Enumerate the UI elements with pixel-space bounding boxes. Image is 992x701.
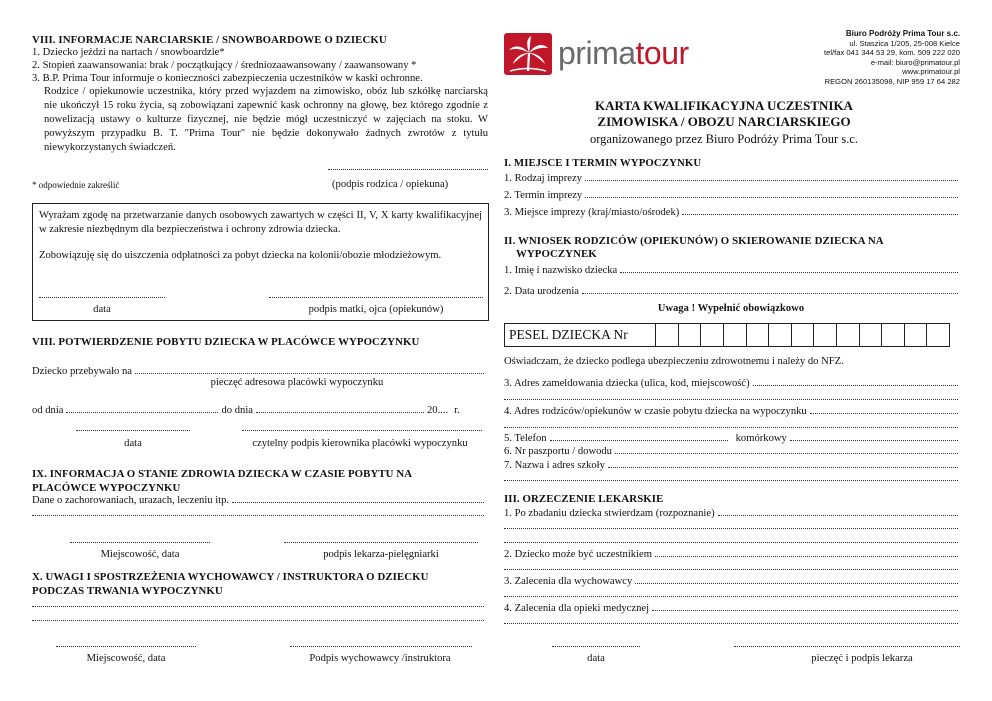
pesel-digit-cell[interactable] <box>813 324 836 346</box>
pesel-label: PESEL DZIECKA Nr <box>509 327 628 342</box>
primatour-logo <box>504 33 714 77</box>
nurse-signature-label: podpis lekarza-pielęgniarki <box>323 549 439 560</box>
event-place-row[interactable] <box>504 205 958 220</box>
remarks-place-line[interactable] <box>56 645 196 647</box>
event-place-field[interactable] <box>682 205 958 215</box>
from-label: od dnia <box>32 405 64 416</box>
participant-line-2[interactable] <box>504 568 958 570</box>
form-title-line-2: ZIMOWISKA / OBOZU NARCIARSKIEGO <box>597 114 851 129</box>
mandatory-warning: Uwaga ! Wypełnić obowiązkowo <box>657 303 805 314</box>
parents-address-label: 4. Adres rodziców/opiekunów w czasie pobytu dziecka na wypoczynku <box>504 406 807 417</box>
medical-notes-field[interactable] <box>652 601 958 611</box>
health-data-label: Dane o zachorowaniach, urazach, leczeniu itp. <box>32 495 230 506</box>
section-9-title: IX. INFORMACJA O STANIE ZDROWIA DZIECKA W CZASIE POBYTU NA PLACÓWCE WYPOCZYNKU <box>32 468 412 495</box>
pesel-digit-cell[interactable] <box>768 324 791 346</box>
pesel-digit-cell[interactable] <box>926 324 949 346</box>
stay-place-field[interactable] <box>135 364 484 374</box>
company-name: Biuro Podróży Prima Tour s.c. <box>845 29 960 38</box>
medical-notes-row[interactable] <box>504 601 958 616</box>
pesel-digit-cell[interactable] <box>836 324 859 346</box>
participant-row[interactable] <box>504 547 958 562</box>
logo-word-prima: prima <box>558 35 636 71</box>
school-row[interactable] <box>504 458 958 473</box>
medical-notes-label: 4. Zalecenia dla opieki medycznej <box>504 603 650 614</box>
passport-label: 6. Nr paszportu / dowodu <box>504 446 612 457</box>
section-8a-title: VIII. INFORMACJE NARCIARSKIE / SNOWBOARDOWE O DZIECKU <box>32 34 387 46</box>
doctor-signature-label: pieczęć i podpis lekarza <box>811 653 913 664</box>
school-field[interactable] <box>608 458 958 468</box>
company-email: e-mail: biuro@primatour.pl <box>870 57 960 67</box>
participant-label: 2. Dziecko może być uczestnikiem <box>504 549 652 560</box>
health-place-label: Miejscowość, data <box>100 549 180 560</box>
event-type-label: 1. Rodzaj imprezy <box>504 173 582 184</box>
phone-label: 5. Telefon <box>504 433 547 444</box>
to-label: do dnia <box>221 405 253 416</box>
event-type-field[interactable] <box>585 171 958 181</box>
ski-item-1: 1. Dziecko jeździ na nartach / snowboardzie* <box>32 47 225 58</box>
passport-field[interactable] <box>615 444 958 454</box>
event-date-field[interactable] <box>585 188 958 198</box>
stamp-label: pieczęć adresowa placówki wypoczynku <box>210 377 384 388</box>
form-title-line-1: KARTA KWALIFIKACYJNA UCZESTNIKA <box>595 98 853 113</box>
remarks-line-2[interactable] <box>32 619 484 621</box>
event-type-row[interactable] <box>504 171 958 186</box>
pesel-digit-cell[interactable] <box>859 324 882 346</box>
section-2-title-line-1: II. WNIOSEK RODZICÓW (OPIEKUNÓW) O SKIEROWANIE DZIECKA NA <box>504 235 884 247</box>
consent-paragraph: Wyrażam zgodę na przetwarzanie danych osobowych zawartych w części II, V, X karty kwalifikacyjnej w zakresie niezbędnym dla bezpieczeństwa i ochrony zdrowia dziecka. <box>39 210 482 235</box>
company-regon: REGON 260135098, NIP 959 17 64 282 <box>824 76 960 86</box>
mobile-label: komórkowy <box>735 433 787 444</box>
pesel-digit-cell[interactable] <box>746 324 769 346</box>
parent-signature-line[interactable] <box>328 168 488 170</box>
ski-item-3: 3. B.P. Prima Tour informuje o konieczności zabezpieczenia uczestników w kaski ochronne. <box>32 73 423 84</box>
birth-date-row[interactable] <box>504 284 958 299</box>
from-date-field[interactable] <box>66 403 218 413</box>
company-info <box>740 29 960 87</box>
educator-notes-row[interactable] <box>504 574 958 589</box>
stay-date-line[interactable] <box>76 429 190 431</box>
section-2-title <box>504 235 884 261</box>
helmet-paragraph: Rodzice / opiekunowie uczestnika, który przed wyjazdem na zimowisko, obóz lub szkółkę narciarską nie ukończył 15 roku życia, są zobowiązani zapewnić kask ochronny na głowę, bez którego zgodnie z nowelizacją ustawy o kulturze fizycznej, nie będzie mógł uczestniczyć w zajęciach na stoku. W powyższym przypadku B. T. "Prima Tour" nie będzie dokonywało żadnych zwrotów z tytułu niewykorzystanych świadczeń. <box>44 86 488 153</box>
child-name-label: 1. Imię i nazwisko dziecka <box>504 265 618 276</box>
school-line-2[interactable] <box>504 479 958 481</box>
year-suffix: r. <box>454 405 460 416</box>
pesel-digit-cell[interactable] <box>904 324 927 346</box>
consent-signature-label: podpis matki, ojca (opiekunów) <box>308 304 444 315</box>
pesel-digit-cell[interactable] <box>678 324 701 346</box>
doctor-date-line[interactable] <box>552 645 640 647</box>
parents-address-row[interactable] <box>504 404 958 419</box>
pesel-digit-cell[interactable] <box>700 324 723 346</box>
event-date-label: 2. Termin imprezy <box>504 190 583 201</box>
section-1-title: I. MIEJSCE I TERMIN WYPOCZYNKU <box>504 157 702 169</box>
educator-notes-label: 3. Zalecenia dla wychowawcy <box>504 576 633 587</box>
diagnosis-label: 1. Po zbadaniu dziecka stwierdzam (rozpoznanie) <box>504 508 715 519</box>
footnote: * odpowiednie zakreślić <box>32 180 120 190</box>
insurance-statement: Oświadczam, że dziecko podlega ubezpieczeniu zdrowotnemu i należy do NFZ. <box>504 356 844 367</box>
parents-address-field[interactable] <box>810 404 958 414</box>
remarks-place-label: Miejscowość, data <box>86 653 166 664</box>
educator-notes-field[interactable] <box>635 574 958 584</box>
section-2-title-line-2: WYPOCZYNEK <box>516 248 597 260</box>
birth-date-field[interactable] <box>582 284 958 294</box>
pesel-digit-cell[interactable] <box>791 324 814 346</box>
birth-date-label: 2. Data urodzenia <box>504 286 580 297</box>
dates-row <box>32 403 488 418</box>
director-signature-label: czytelny podpis kierownika placówki wypoczynku <box>252 438 468 449</box>
child-name-row[interactable] <box>504 263 958 278</box>
health-data-row[interactable] <box>32 493 484 508</box>
pesel-digit-cell[interactable] <box>655 324 678 346</box>
parents-address-line-2[interactable] <box>504 426 958 428</box>
form-title <box>574 98 874 130</box>
remarks-line-1[interactable] <box>32 605 484 607</box>
form-subtitle: organizowanego przez Biuro Podróży Prima Tour s.c. <box>589 132 859 146</box>
diagnosis-row[interactable] <box>504 506 958 521</box>
company-website: www.primatour.pl <box>902 67 960 77</box>
pesel-digit-cell[interactable] <box>723 324 746 346</box>
parent-signature-label: (podpis rodzica / opiekuna) <box>332 179 449 190</box>
director-signature-line[interactable] <box>242 429 482 431</box>
doctor-signature-line[interactable] <box>734 645 960 647</box>
participant-field[interactable] <box>655 547 958 557</box>
instructor-signature-label: Podpis wychowawcy /instruktora <box>309 653 451 664</box>
consent-date-label: data <box>93 304 111 315</box>
pesel-digit-cell[interactable] <box>881 324 904 346</box>
consent-signature-line[interactable] <box>269 296 483 298</box>
event-date-row[interactable] <box>504 188 958 203</box>
medical-notes-line-2[interactable] <box>504 622 958 624</box>
school-label: 7. Nazwa i adres szkoły <box>504 460 605 471</box>
logo-palm-icon <box>504 33 552 75</box>
mobile-field[interactable] <box>790 431 958 441</box>
pesel-box <box>504 323 950 347</box>
doctor-date-label: data <box>587 653 605 664</box>
passport-row[interactable] <box>504 444 958 459</box>
diagnosis-line-3[interactable] <box>504 541 958 543</box>
stay-place-label: Dziecko przebywało na <box>32 366 133 377</box>
section-3-title: III. ORZECZENIE LEKARSKIE <box>504 493 664 505</box>
child-address-field[interactable] <box>753 376 958 386</box>
diagnosis-field[interactable] <box>718 506 958 516</box>
stay-date-label: data <box>124 438 142 449</box>
company-address: ul. Staszica 1/205, 25-008 Kielce <box>849 38 960 48</box>
event-place-label: 3. Miejsce imprezy (kraj/miasto/ośrodek) <box>504 207 680 218</box>
logo-word-tour: tour <box>635 35 689 71</box>
child-address-label: 3. Adres zameldowania dziecka (ulica, kod, miejscowość) <box>504 378 750 389</box>
year-label: 20.... <box>426 405 449 416</box>
payment-paragraph: Zobowiązuję się do uiszczenia odpłatności za pobyt dziecka na kolonii/obozie młodzieżowym. <box>39 250 442 261</box>
diagnosis-line-2[interactable] <box>504 527 958 529</box>
child-address-line-2[interactable] <box>504 398 958 400</box>
phone-field[interactable] <box>550 431 728 441</box>
nurse-signature-line[interactable] <box>284 541 478 543</box>
section-8b-title: VIII. POTWIERDZENIE POBYTU DZIECKA W PLACÓWCE WYPOCZYNKU <box>32 336 420 348</box>
consent-date-line[interactable] <box>39 296 165 298</box>
ski-item-2: 2. Stopień zaawansowania: brak / początkujący / średniozaawansowany / zaawansowany * <box>32 60 417 71</box>
instructor-signature-line[interactable] <box>290 645 472 647</box>
health-place-line[interactable] <box>70 541 210 543</box>
child-address-row[interactable] <box>504 376 958 391</box>
to-date-field[interactable] <box>256 403 424 413</box>
company-phone: tel/fax 041 344 53 29, kom. 509 222 020 <box>824 48 960 58</box>
section-10-title: X. UWAGI I SPOSTRZEŻENIA WYCHOWAWCY / INSTRUKTORA O DZIECKU PODCZAS TRWANIA WYPOCZYNKU <box>32 571 429 598</box>
educator-notes-line-2[interactable] <box>504 595 958 597</box>
health-data-line[interactable] <box>32 514 484 516</box>
health-data-field[interactable] <box>232 493 484 503</box>
consent-box <box>32 203 489 321</box>
child-name-field[interactable] <box>620 263 958 273</box>
